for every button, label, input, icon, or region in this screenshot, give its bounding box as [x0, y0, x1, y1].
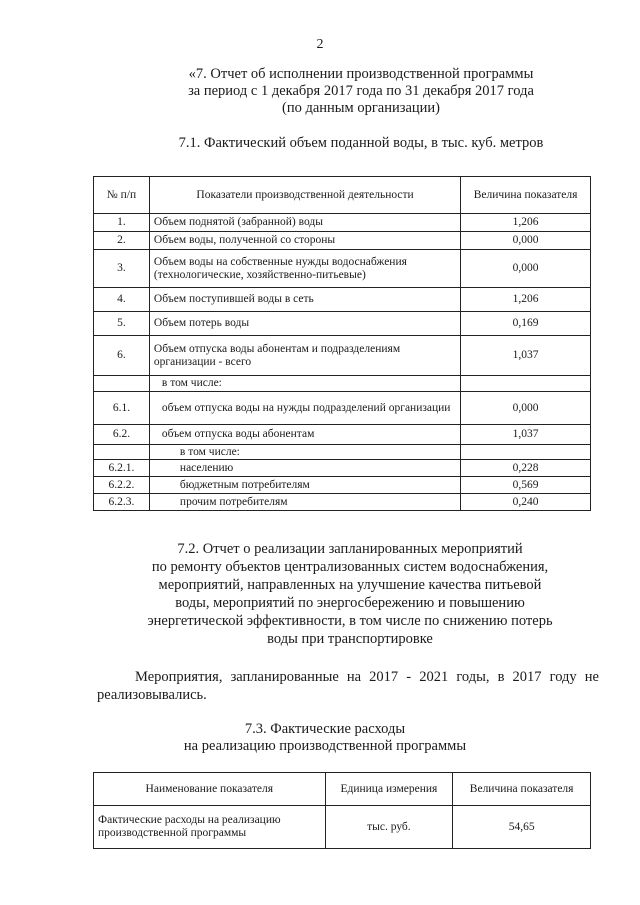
row-number: 6. [94, 336, 150, 376]
row-label: в том числе: [149, 445, 460, 460]
section-3-title [0, 721, 640, 755]
row-label: Объем поднятой (забранной) воды [149, 214, 460, 232]
row-value [461, 376, 591, 392]
row-label: Объем потерь воды [149, 312, 460, 336]
row-number: 4. [94, 288, 150, 312]
table-row [94, 806, 591, 849]
row-label: объем отпуска воды абонентам [149, 425, 460, 445]
row-unit: тыс. руб. [325, 806, 453, 849]
row-label: Объем поступившей воды в сеть [149, 288, 460, 312]
row-label: в том числе: [149, 376, 460, 392]
table-row [94, 425, 591, 445]
table-row [94, 312, 591, 336]
row-label: бюджетным потребителям [149, 477, 460, 494]
section-2-line: воды, мероприятий по энергосбережению и повышению [175, 595, 525, 611]
table-header-row [94, 773, 591, 806]
row-label: Объем воды на собственные нужды водоснабжения (технологические, хозяйственно-питьевые) [149, 250, 460, 288]
row-value: 0,000 [461, 250, 591, 288]
heading-line-1: «7. Отчет об исполнении производственной программы [188, 66, 534, 82]
row-number: 1. [94, 214, 150, 232]
row-number: 6.2.2. [94, 477, 150, 494]
column-header-number: № п/п [94, 177, 150, 214]
column-header-name: Наименование показателя [94, 773, 326, 806]
row-number [94, 445, 150, 460]
row-label: объем отпуска воды на нужды подразделений организации [149, 392, 460, 425]
section-2-line: 7.2. Отчет о реализации запланированных мероприятий [177, 541, 523, 557]
row-number: 2. [94, 232, 150, 250]
row-value: 54,65 [453, 806, 591, 849]
row-value: 0,000 [461, 392, 591, 425]
water-volume-table [93, 176, 591, 511]
row-label: населению [149, 460, 460, 477]
section-2-line: по ремонту объектов централизованных систем водоснабжения, [151, 559, 549, 575]
row-value: 1,037 [461, 336, 591, 376]
row-label: прочим потребителям [149, 494, 460, 511]
row-label: Объем воды, полученной со стороны [149, 232, 460, 250]
row-number: 6.1. [94, 392, 150, 425]
row-value: 0,228 [461, 460, 591, 477]
section-1-title: 7.1. Фактический объем поданной воды, в тыс. куб. метров [178, 135, 544, 151]
table-header-row [94, 177, 591, 214]
section-2-line: энергетической эффективности, в том числе по снижению потерь [147, 613, 553, 629]
section-3-line: на реализацию производственной программы [183, 738, 467, 754]
table-row [94, 494, 591, 511]
section-2-title [30, 540, 640, 648]
column-header-value: Величина показателя [461, 177, 591, 214]
row-number [94, 376, 150, 392]
section-3-line: 7.3. Фактические расходы [244, 721, 406, 737]
column-header-indicator: Показатели производственной деятельности [149, 177, 460, 214]
row-number: 6.2.1. [94, 460, 150, 477]
table-row [94, 392, 591, 425]
activities-paragraph: Мероприятия, запланированные на 2017 - 2021 годы, в 2017 году не реализовывались. [97, 669, 599, 703]
table-row [94, 232, 591, 250]
row-label: Фактические расходы на реализацию производственной программы [94, 806, 326, 849]
row-value: 0,240 [461, 494, 591, 511]
section-2-line: мероприятий, направленных на улучшение качества питьевой [158, 577, 542, 593]
table-row [94, 250, 591, 288]
table-row [94, 460, 591, 477]
table-row [94, 477, 591, 494]
row-number: 6.2.3. [94, 494, 150, 511]
column-header-unit: Единица измерения [325, 773, 453, 806]
heading-line-2: за период с 1 декабря 2017 года по 31 декабря 2017 года [188, 83, 534, 99]
row-value: 0,569 [461, 477, 591, 494]
section-2-line: воды при транспортировке [267, 631, 433, 647]
row-number: 3. [94, 250, 150, 288]
row-number: 5. [94, 312, 150, 336]
table-row [94, 376, 591, 392]
row-value: 1,037 [461, 425, 591, 445]
row-value [461, 445, 591, 460]
row-label: Объем отпуска воды абонентам и подразделениям организации - всего [149, 336, 460, 376]
heading-line-3: (по данным организации) [281, 100, 440, 116]
row-value: 1,206 [461, 288, 591, 312]
table-row [94, 214, 591, 232]
row-value: 1,206 [461, 214, 591, 232]
row-number: 6.2. [94, 425, 150, 445]
row-value: 0,000 [461, 232, 591, 250]
table-row [94, 445, 591, 460]
table-row [94, 336, 591, 376]
row-value: 0,169 [461, 312, 591, 336]
document-heading [0, 66, 640, 117]
column-header-value: Величина показателя [453, 773, 591, 806]
table-row [94, 288, 591, 312]
expenses-table [93, 772, 591, 849]
page-number: 2 [316, 37, 324, 52]
